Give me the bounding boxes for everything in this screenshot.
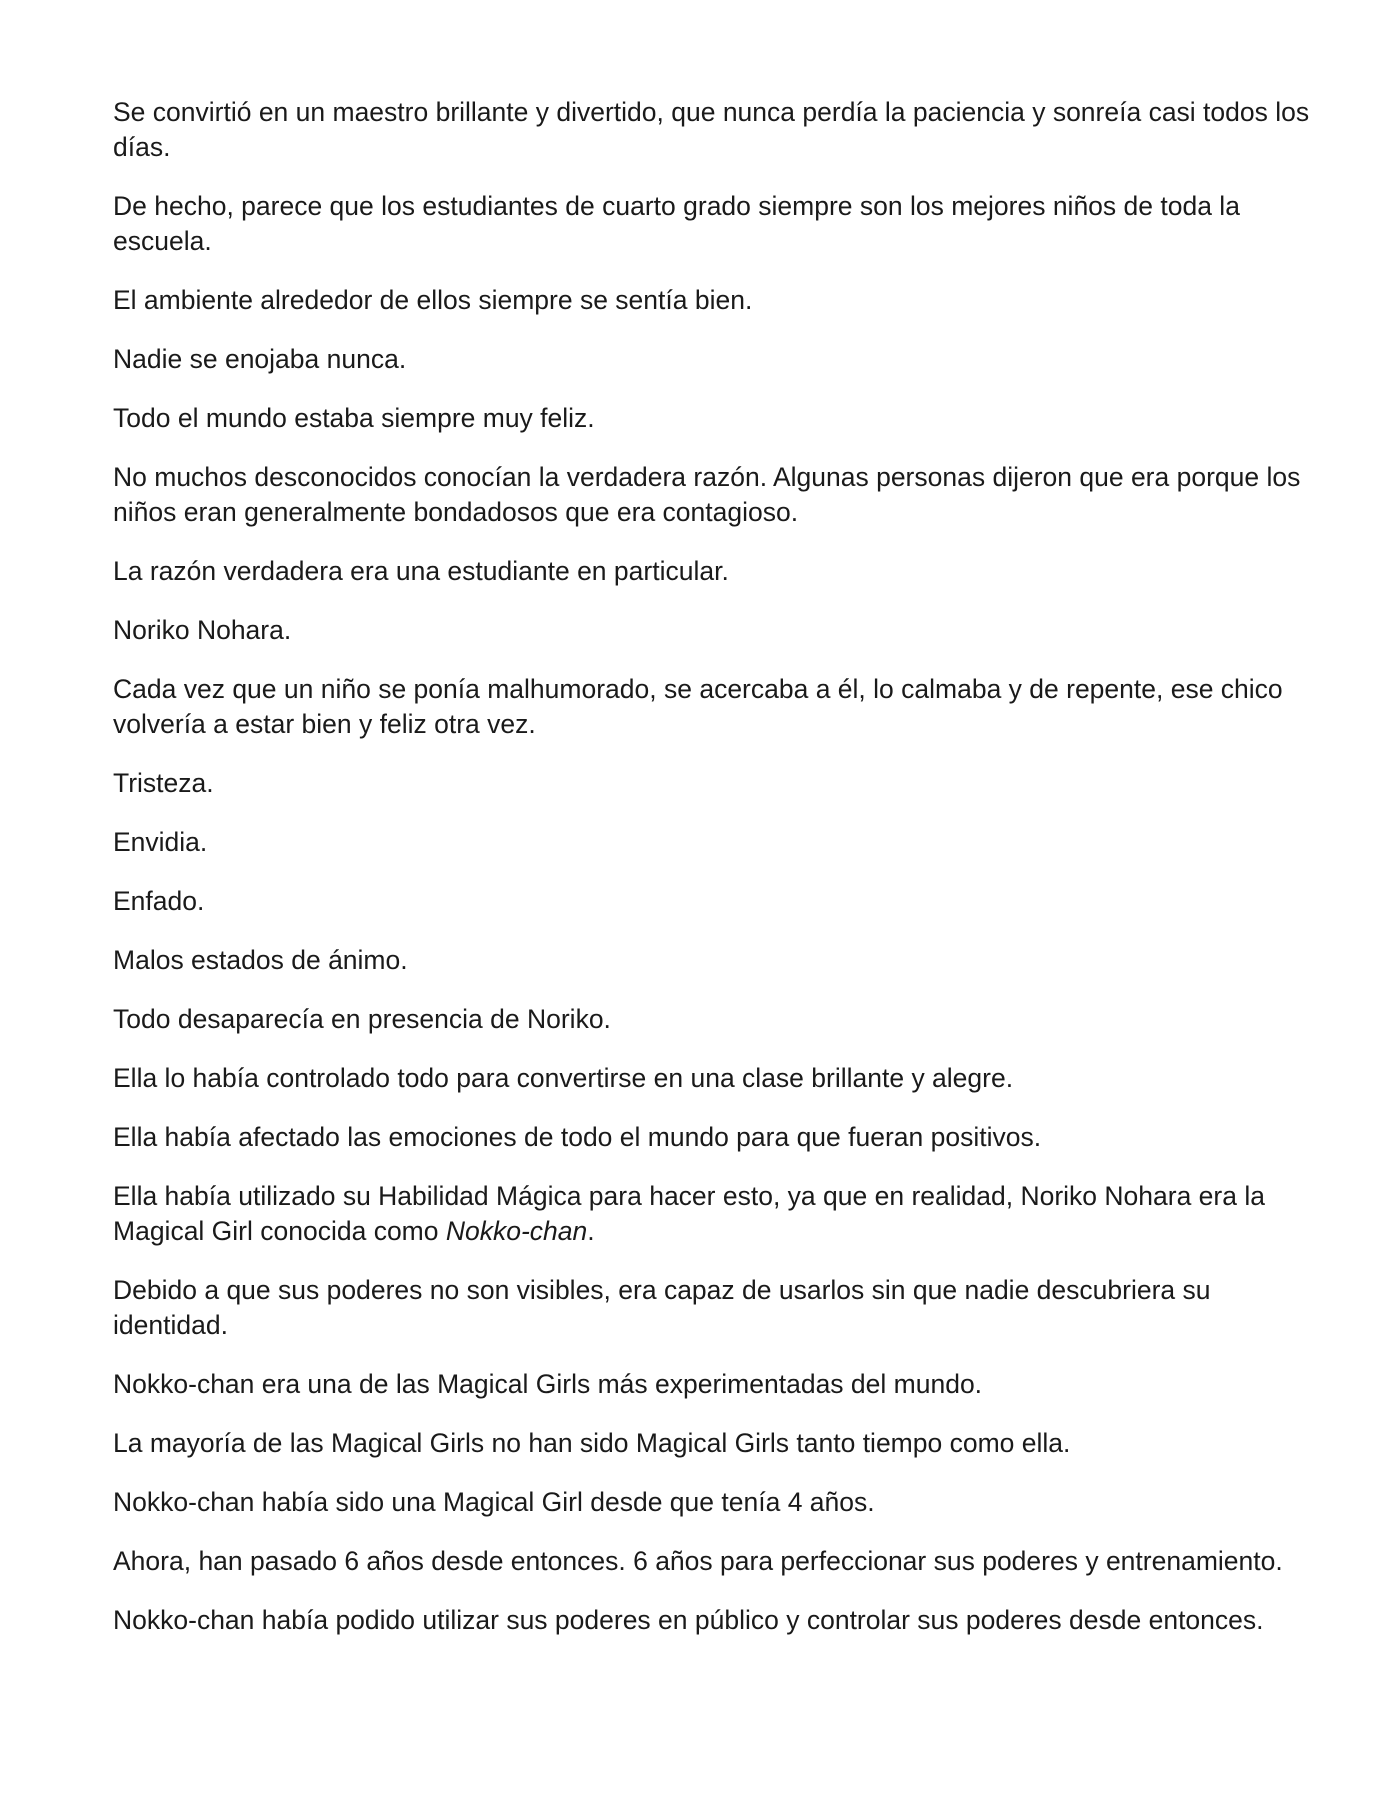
paragraph: Tristeza. (113, 768, 214, 798)
paragraph: Noriko Nohara. (113, 615, 292, 645)
paragraph: Ahora, han pasado 6 años desde entonces. 6 años para perfeccionar sus poderes y entrenamiento. (113, 1546, 1283, 1576)
paragraph: El ambiente alrededor de ellos siempre se sentía bien. (113, 285, 753, 315)
paragraph: Nokko-chan había podido utilizar sus poderes en público y controlar sus poderes desde entonces. (113, 1605, 1264, 1635)
paragraph: Envidia. (113, 827, 208, 857)
paragraph: Cada vez que un niño se ponía malhumorado, se acercaba a él, lo calmaba y de repente, ese chico volvería a estar bien y feliz otra vez. (113, 674, 1283, 739)
paragraph: Todo el mundo estaba siempre muy feliz. (113, 403, 595, 433)
paragraph: Malos estados de ánimo. (113, 945, 408, 975)
paragraph: Ella había afectado las emociones de todo el mundo para que fueran positivos. (113, 1122, 1042, 1152)
paragraph: Nokko-chan había sido una Magical Girl desde que tenía 4 años. (113, 1487, 875, 1517)
paragraph-with-emphasis (113, 1179, 1323, 1249)
paragraph: De hecho, parece que los estudiantes de cuarto grado siempre son los mejores niños de toda la escuela. (113, 191, 1240, 256)
paragraph: Nadie se enojaba nunca. (113, 344, 407, 374)
paragraph: Todo desaparecía en presencia de Noriko. (113, 1004, 611, 1034)
paragraph: Nokko-chan era una de las Magical Girls más experimentadas del mundo. (113, 1369, 983, 1399)
document-page (113, 95, 1323, 1662)
paragraph-tail: . (587, 1216, 595, 1246)
emphasized-name: Nokko-chan (445, 1216, 588, 1246)
paragraph: La mayoría de las Magical Girls no han sido Magical Girls tanto tiempo como ella. (113, 1428, 1071, 1458)
paragraph: Ella lo había controlado todo para convertirse en una clase brillante y alegre. (113, 1063, 1014, 1093)
paragraph: Debido a que sus poderes no son visibles, era capaz de usarlos sin que nadie descubriera su identidad. (113, 1275, 1211, 1340)
paragraph: Se convirtió en un maestro brillante y divertido, que nunca perdía la paciencia y sonreía casi todos los días. (113, 97, 1310, 162)
paragraph: La razón verdadera era una estudiante en particular. (113, 556, 729, 586)
paragraph: No muchos desconocidos conocían la verdadera razón. Algunas personas dijeron que era porque los niños eran generalmente bondadosos que era contagioso. (113, 462, 1301, 527)
paragraph-text: Ella había utilizado su Habilidad Mágica para hacer esto, ya que en realidad, Noriko Nohara era la Magical Girl conocida como (113, 1181, 1265, 1246)
paragraph: Enfado. (113, 886, 205, 916)
